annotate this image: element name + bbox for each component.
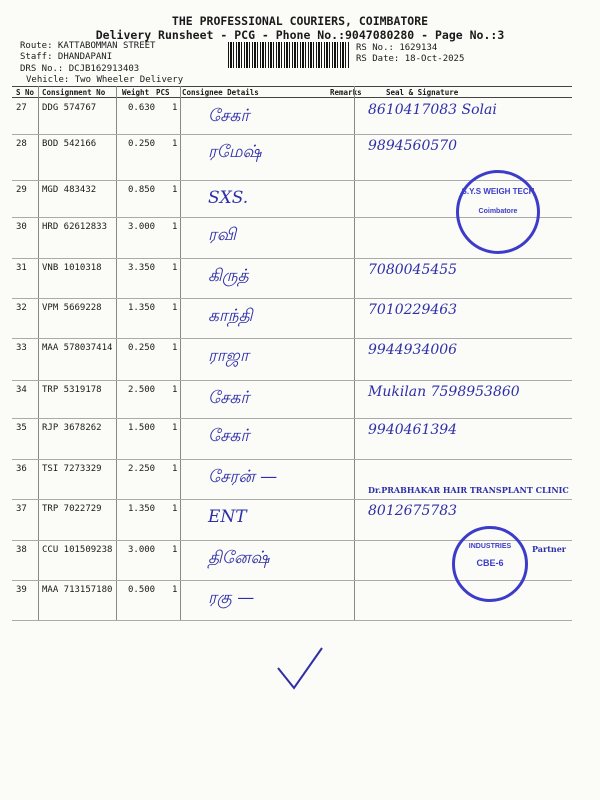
consignee-handwriting: கிருத் bbox=[208, 266, 249, 286]
consignee-handwriting: தினேஷ் bbox=[208, 548, 270, 568]
document-subtitle: Delivery Runsheet - PCG - Phone No.:9047080280 - Page No.:3 bbox=[95, 28, 505, 42]
col-remarks: Remarks bbox=[330, 88, 362, 97]
stamp-sub: INDUSTRIES bbox=[468, 543, 512, 550]
consignment-cell: RJP 3678262 bbox=[42, 423, 102, 433]
sno-cell: 33 bbox=[16, 343, 27, 353]
consignee-handwriting: ENT bbox=[208, 507, 247, 527]
pcs-cell: 1 bbox=[172, 103, 178, 113]
sno-cell: 37 bbox=[16, 504, 27, 514]
pcs-cell: 1 bbox=[172, 139, 178, 149]
route-info: Route: KATTABOMMAN STREET bbox=[20, 41, 156, 51]
weigh-tech-stamp bbox=[456, 170, 540, 254]
consignment-cell: CCU 101509238 bbox=[42, 545, 113, 555]
weight-cell: 1.350 bbox=[128, 504, 156, 514]
table-row bbox=[12, 298, 572, 339]
vehicle-info: Vehicle: Two Wheeler Delivery bbox=[26, 75, 184, 85]
weight-cell: 3.000 bbox=[128, 545, 156, 555]
table-row bbox=[12, 380, 572, 419]
pcs-cell: 1 bbox=[172, 385, 178, 395]
consignee-handwriting: சேகர் bbox=[208, 426, 250, 446]
staff-info: Staff: DHANDAPANI bbox=[20, 52, 113, 62]
col-weight: Weight bbox=[122, 88, 150, 97]
sno-cell: 27 bbox=[16, 103, 27, 113]
seal-signature-handwriting: 9944934006 bbox=[368, 342, 458, 358]
seal-signature-handwriting: 8012675783 bbox=[368, 503, 458, 519]
rs-date: RS Date: 18-Oct-2025 bbox=[356, 54, 465, 64]
weight-cell: 1.500 bbox=[128, 423, 156, 433]
consignee-handwriting: சேகர் bbox=[208, 388, 250, 408]
table-row bbox=[12, 418, 572, 460]
pcs-cell: 1 bbox=[172, 343, 178, 353]
pcs-cell: 1 bbox=[172, 423, 178, 433]
consignment-cell: VNB 1010318 bbox=[42, 263, 102, 273]
weight-cell: 1.350 bbox=[128, 303, 156, 313]
consignee-handwriting: ரமேஷ் bbox=[208, 142, 262, 162]
stamp-text: CBE-6 bbox=[476, 558, 504, 568]
industries-stamp bbox=[452, 526, 528, 602]
weight-cell: 2.250 bbox=[128, 464, 156, 474]
seal-signature-handwriting: 9940461394 bbox=[368, 422, 458, 438]
pcs-cell: 1 bbox=[172, 303, 178, 313]
consignee-handwriting: சேகர் bbox=[208, 106, 250, 126]
sno-cell: 36 bbox=[16, 464, 27, 474]
stamp-sub: Coimbatore bbox=[478, 208, 518, 215]
consignment-cell: MAA 578037414 bbox=[42, 343, 113, 353]
weight-cell: 2.500 bbox=[128, 385, 156, 395]
seal-signature-handwriting: 8610417083 Solai bbox=[368, 102, 497, 118]
sno-cell: 34 bbox=[16, 385, 27, 395]
col-seal: Seal & Signature bbox=[386, 88, 459, 97]
consignment-cell: HRD 62612833 bbox=[42, 222, 108, 232]
table-row bbox=[12, 459, 572, 500]
weight-cell: 3.000 bbox=[128, 222, 156, 232]
sno-cell: 38 bbox=[16, 545, 27, 555]
seal-signature-handwriting: 7010229463 bbox=[368, 302, 458, 318]
sno-cell: 32 bbox=[16, 303, 27, 313]
consignment-cell: VPM 5669228 bbox=[42, 303, 102, 313]
consignment-cell: DDG 574767 bbox=[42, 103, 97, 113]
barcode bbox=[228, 42, 350, 68]
weight-cell: 0.630 bbox=[128, 103, 156, 113]
pcs-cell: 1 bbox=[172, 222, 178, 232]
consignee-handwriting: SXS. bbox=[208, 188, 249, 208]
pcs-cell: 1 bbox=[172, 263, 178, 273]
sno-cell: 29 bbox=[16, 185, 27, 195]
pcs-cell: 1 bbox=[172, 464, 178, 474]
consignee-handwriting: காந்தி bbox=[208, 306, 253, 326]
weight-cell: 0.500 bbox=[128, 585, 156, 595]
pcs-cell: 1 bbox=[172, 185, 178, 195]
col-pcs: PCS bbox=[156, 88, 170, 97]
table-row bbox=[12, 338, 572, 381]
consignee-handwriting: ராஜா bbox=[208, 346, 249, 366]
drs-info: DRS No.: DCJB162913403 bbox=[20, 64, 140, 74]
consignment-cell: BOD 542166 bbox=[42, 139, 97, 149]
document-title: THE PROFESSIONAL COURIERS, COIMBATORE bbox=[171, 14, 429, 28]
col-consignee: Consignee Details bbox=[182, 88, 259, 97]
col-sno: S No bbox=[16, 88, 35, 97]
seal-signature-handwriting: Partner bbox=[532, 544, 567, 554]
sno-cell: 35 bbox=[16, 423, 27, 433]
weight-cell: 0.850 bbox=[128, 185, 156, 195]
pcs-cell: 1 bbox=[172, 585, 178, 595]
weight-cell: 0.250 bbox=[128, 139, 156, 149]
consignment-cell: TRP 7022729 bbox=[42, 504, 102, 514]
tick-mark bbox=[270, 640, 330, 700]
table-row bbox=[12, 98, 572, 135]
seal-signature-handwriting: Mukilan 7598953860 bbox=[368, 384, 520, 400]
consignment-cell: TRP 5319178 bbox=[42, 385, 102, 395]
weight-cell: 3.350 bbox=[128, 263, 156, 273]
sno-cell: 30 bbox=[16, 222, 27, 232]
col-consignment: Consignment No bbox=[42, 88, 106, 97]
consignee-handwriting: சேரன் — bbox=[208, 467, 278, 487]
table-top-rule bbox=[12, 86, 572, 87]
rs-number: RS No.: 1629134 bbox=[356, 43, 438, 53]
stamp-text: S.Y.S WEIGH TECH bbox=[461, 187, 535, 196]
sno-cell: 31 bbox=[16, 263, 27, 273]
table-row bbox=[12, 258, 572, 299]
consignment-cell: MAA 713157180 bbox=[42, 585, 113, 595]
sno-cell: 39 bbox=[16, 585, 27, 595]
seal-signature-handwriting: 9894560570 bbox=[368, 138, 458, 154]
consignment-cell: TSI 7273329 bbox=[42, 464, 102, 474]
pcs-cell: 1 bbox=[172, 545, 178, 555]
consignee-handwriting: ரவி bbox=[208, 225, 237, 245]
sno-cell: 28 bbox=[16, 139, 27, 149]
seal-signature-handwriting: 7080045455 bbox=[368, 262, 458, 278]
weight-cell: 0.250 bbox=[128, 343, 156, 353]
pcs-cell: 1 bbox=[172, 504, 178, 514]
consignment-cell: MGD 483432 bbox=[42, 185, 97, 195]
seal-signature-handwriting: Dr.PRABHAKAR HAIR TRANSPLANT CLINIC bbox=[368, 485, 569, 495]
consignee-handwriting: ரகு — bbox=[208, 588, 255, 608]
